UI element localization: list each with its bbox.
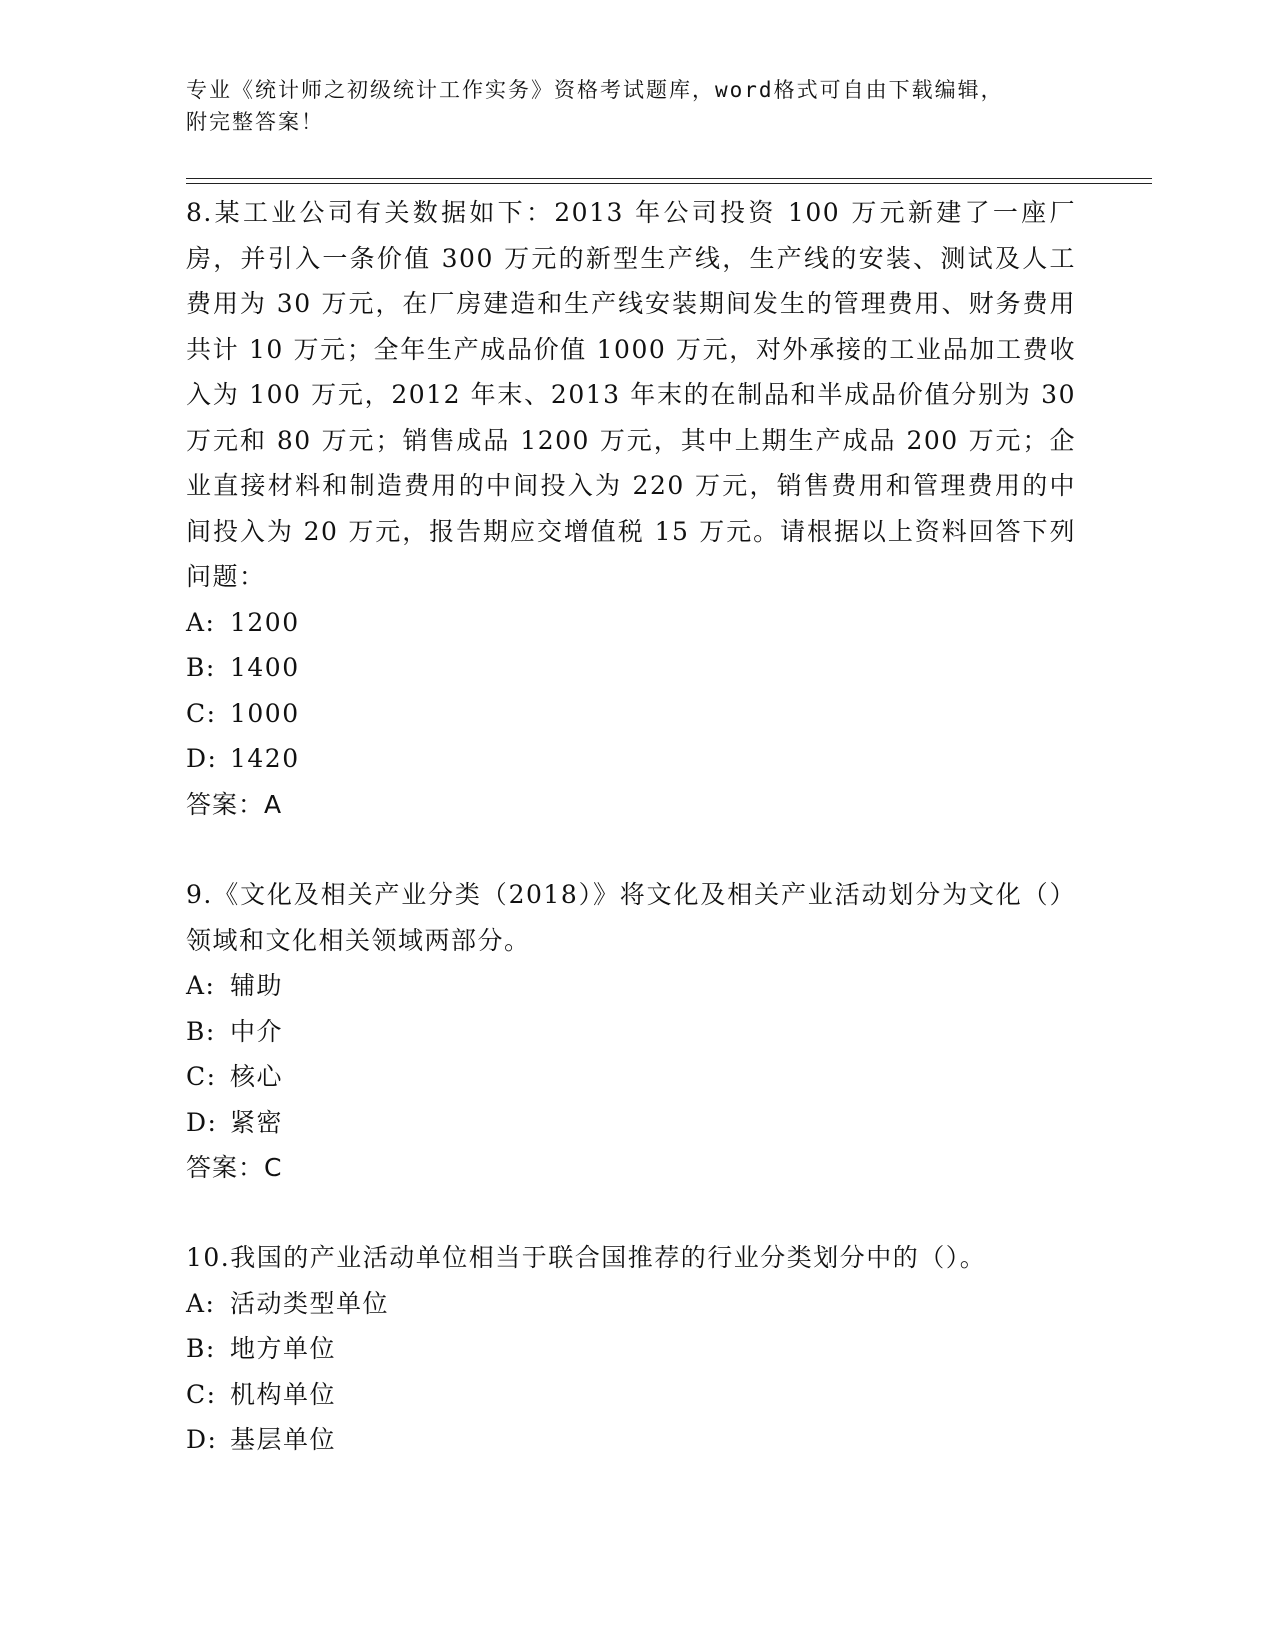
option-key: C: bbox=[186, 698, 217, 728]
option-text: 紧密 bbox=[230, 1107, 284, 1137]
option-key: C: bbox=[186, 1379, 217, 1409]
option-text: 机构单位 bbox=[230, 1379, 337, 1409]
question-stem: 8.某工业公司有关数据如下：2013 年公司投资 100 万元新建了一座厂房，并引入一条价值 300 万元的新型生产线，生产线的安装、测试及人工费用为 30 万元，在厂房建造和生产线安装期间发生的管理费用、财务费用共计 10 万元；全年生产成品价值 1000 万元，对外承接的工业品加工费收入为 100 万元，2012 年末、2013 年末的在制品和半成品价值分别为 30 万元和 80 万元；销售成品 1200 万元，其中上期生产成品 200 万元；企业直接材料和制造费用的中间投入为 220 万元，销售费用和管理费用的中间投入为 20 万元，报告期应交增值税 15 万元。请根据以上资料回答下列问题： bbox=[186, 198, 1076, 591]
document-header bbox=[186, 74, 1086, 138]
option-c bbox=[186, 691, 1076, 737]
option-d bbox=[186, 1417, 1076, 1463]
option-text: 辅助 bbox=[230, 971, 284, 1000]
question-8 bbox=[186, 190, 1076, 827]
header-line-2: 附完整答案！ bbox=[186, 110, 324, 134]
option-key: D: bbox=[186, 1107, 218, 1137]
option-key: A: bbox=[186, 1288, 216, 1318]
option-text: 1420 bbox=[230, 744, 300, 773]
option-d bbox=[186, 1100, 1076, 1146]
option-key: B: bbox=[186, 1016, 216, 1046]
option-key: B: bbox=[186, 653, 216, 682]
header-line-1: 专业《统计师之初级统计工作实务》资格考试题库，word格式可自由下载编辑， bbox=[186, 78, 1004, 102]
option-key: C: bbox=[186, 1062, 217, 1091]
header-divider-top bbox=[186, 178, 1152, 179]
option-b bbox=[186, 1326, 1076, 1372]
option-key: D: bbox=[186, 1425, 218, 1454]
option-c bbox=[186, 1054, 1076, 1100]
header-divider-bottom bbox=[186, 183, 1152, 184]
option-text: 活动类型单位 bbox=[230, 1288, 390, 1318]
option-text: 1400 bbox=[230, 653, 300, 682]
option-a bbox=[186, 1281, 1076, 1327]
option-text: 中介 bbox=[230, 1016, 284, 1046]
option-d bbox=[186, 736, 1076, 782]
option-a bbox=[186, 963, 1076, 1009]
option-c bbox=[186, 1372, 1076, 1418]
answer-line: 答案：A bbox=[186, 789, 283, 819]
option-b bbox=[186, 645, 1076, 691]
option-text: 1200 bbox=[230, 607, 300, 637]
option-b bbox=[186, 1009, 1076, 1055]
option-text: 基层单位 bbox=[230, 1425, 337, 1454]
question-stem: 9.《文化及相关产业分类（2018）》将文化及相关产业活动划分为文化（）领域和文化相关领域两部分。 bbox=[186, 880, 1076, 955]
option-key: A: bbox=[186, 607, 216, 637]
question-10 bbox=[186, 1235, 1076, 1463]
question-9 bbox=[186, 872, 1076, 1191]
option-key: B: bbox=[186, 1334, 216, 1363]
option-text: 核心 bbox=[230, 1062, 284, 1091]
question-stem: 10.我国的产业活动单位相当于联合国推荐的行业分类划分中的（）。 bbox=[186, 1243, 987, 1272]
option-key: A: bbox=[186, 971, 216, 1000]
option-a bbox=[186, 600, 1076, 646]
option-key: D: bbox=[186, 744, 218, 773]
answer-line: 答案：C bbox=[186, 1153, 283, 1182]
option-text: 1000 bbox=[230, 698, 300, 728]
option-text: 地方单位 bbox=[230, 1334, 337, 1363]
